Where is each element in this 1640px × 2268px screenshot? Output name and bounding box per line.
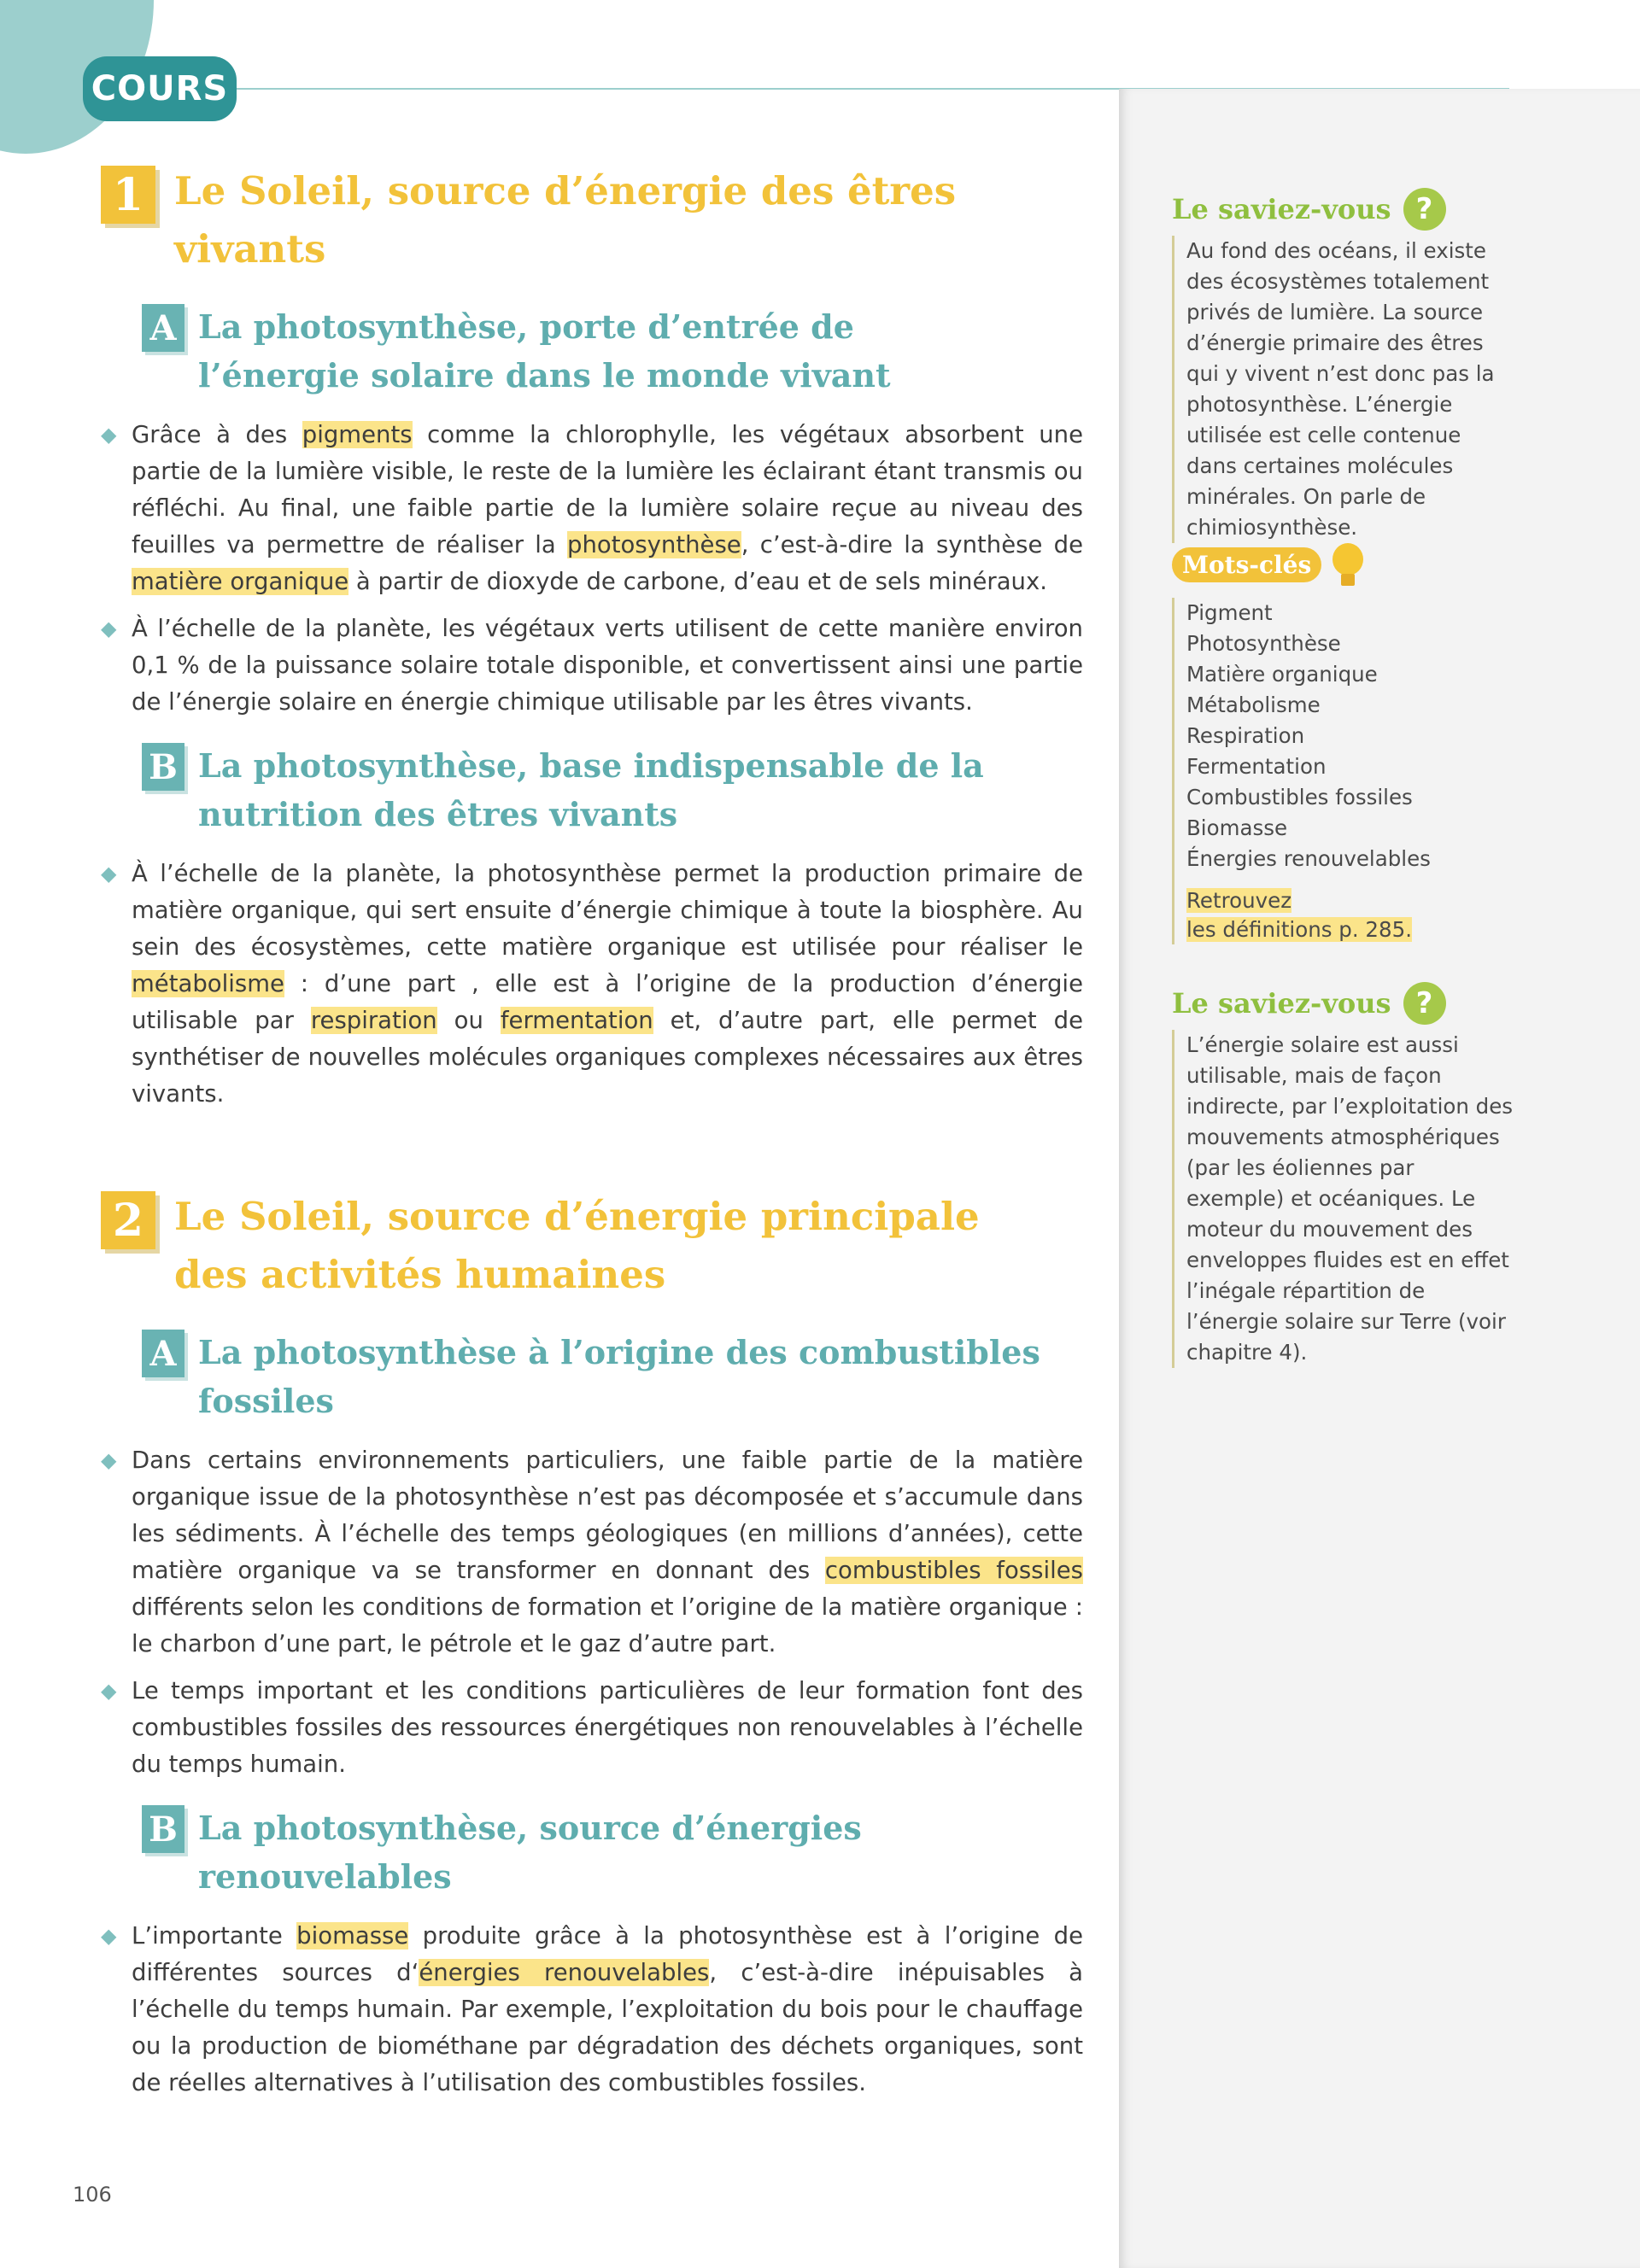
keyword-highlight: respiration [310,1007,437,1034]
paragraph [101,1442,1083,1663]
keyword-highlight: biomasse [296,1922,409,1949]
diamond-bullet-icon: ◆ [101,1679,117,1703]
keyword-item: Combustibles fossiles [1186,785,1413,810]
keyword-item: Métabolisme [1186,693,1321,717]
keyword-item: Photosynthèse [1186,631,1341,656]
subsection-title: La photosynthèse, porte d’entrée de l’énergie solaire dans le monde vivant [198,307,891,395]
saviez-vous-text: L’énergie solaire est aussi utilisable, mais de façon indirecte, par l’exploitation des mouvements atmosphériques (par les éoliennes par exemple) et océaniques. Le moteur du mouvement des enveloppes fluides est en effet l’inégale répartition de l’énergie solaire sur Terre (voir chapitre 4). [1172,1030,1514,1368]
saviez-vous-box-2 [1172,982,1514,1368]
section-title: Le Soleil, source d’énergie principale des activités humaines [174,1194,980,1297]
keyword-highlight: fermentation [500,1007,653,1034]
keyword-item: Biomasse [1186,815,1288,840]
mots-cles-title: Mots-clés [1172,547,1321,582]
keyword-highlight: métabolisme [132,970,284,997]
diamond-bullet-icon: ◆ [101,1924,117,1948]
paragraph [101,611,1083,721]
subsection-letter: B [142,1805,184,1853]
saviez-vous-box-1 [1172,188,1514,543]
paragraph [101,1918,1083,2101]
saviez-vous-title: Le saviez-vous [1172,987,1391,1020]
main-content [101,162,1083,2112]
paragraph [101,856,1083,1113]
subsection-title: La photosynthèse, base indispensable de la nutrition des êtres vivants [198,746,984,833]
keyword-item: Pigment [1186,600,1273,625]
diamond-bullet-icon: ◆ [101,862,117,886]
subsection-title: La photosynthèse à l’origine des combustibles fossiles [198,1333,1040,1420]
keyword-item: Matière organique [1186,662,1378,687]
paragraph-text: À l’échelle de la planète, les végétaux verts utilisent de cette manière environ 0,1 % de la puissance solaire totale disponible, et convertissent ainsi une partie de l’énergie solaire en énergie chimique utilisable par les êtres vivants. [132,615,1083,716]
section-title: Le Soleil, source d’énergie des êtres vivants [174,168,957,272]
keyword-list [1186,598,1514,874]
paragraph [101,417,1083,600]
section-number: 2 [101,1191,155,1249]
keyword-item: Fermentation [1186,754,1327,779]
paragraph-text: À l’échelle de la planète, la photosynthèse permet la production primaire de matière organique, qui sert ensuite d’énergie chimique à toute la biosphère. Au sein des écosystèmes, cette matière organique est utilisée pour réaliser le métabolisme : d’une part , elle est à l’origine de la production d’énergie utilisable par respiration ou fermentation et, d’autre part, elle permet de synthétiser de nouvelles molécules organiques complexes nécessaires aux êtres vivants. [132,860,1083,1108]
paragraph-text: Le temps important et les conditions particulières de leur formation font des combustibles fossiles des ressources énergétiques non renouvelables à l’échelle du temps humain. [132,1677,1083,1778]
question-mark-icon: ? [1403,982,1446,1025]
question-mark-icon: ? [1403,188,1446,231]
paragraph-text: L’importante biomasse produite grâce à la photosynthèse est à l’origine de différentes sources d‘énergies renouvelables, c’est-à-dire inépuisables à l’échelle du temps humain. Par exemple, l’exploitation du bois pour le chauffage ou la production de biométhane par dégradation des déchets organiques, sont de réelles alternatives à l’utilisation des combustibles fossiles. [132,1922,1083,2096]
cours-badge: COURS [83,56,237,121]
section-1-heading [101,162,1083,278]
keyword-highlight: photosynthèse [567,531,741,558]
keyword-list-box [1172,598,1514,944]
keyword-highlight: combustibles fossiles [824,1557,1083,1584]
diamond-bullet-icon: ◆ [101,617,117,640]
subsection-letter: B [142,743,184,791]
keyword-highlight: matière organique [132,568,349,595]
section-2-heading [101,1188,1083,1304]
section-number: 1 [101,166,155,224]
keyword-highlight: énergies renouvelables [419,1959,710,1986]
subsection-1b-heading [142,741,1083,839]
lightbulb-icon [1331,543,1365,594]
mots-cles-box [1172,543,1514,944]
saviez-vous-title: Le saviez-vous [1172,193,1391,225]
subsection-title: La photosynthèse, source d’énergies renouvelables [198,1809,862,1896]
page-number: 106 [73,2183,112,2207]
paragraph [101,1673,1083,1783]
subsection-2a-heading [142,1328,1083,1425]
subsection-letter: A [142,304,184,352]
diamond-bullet-icon: ◆ [101,423,117,447]
subsection-1a-heading [142,302,1083,400]
saviez-vous-text: Au fond des océans, il existe des écosystèmes totalement privés de lumière. La source d’énergie primaire des êtres qui y vivent n’est donc pas la photosynthèse. L’énergie utilisée est celle contenue dans certaines molécules minérales. On parle de chimiosynthèse. [1172,236,1514,543]
diamond-bullet-icon: ◆ [101,1448,117,1472]
definitions-reference: Retrouvez les définitions p. 285. [1186,888,1412,942]
paragraph-text: Dans certains environnements particuliers, une faible partie de la matière organique issue de la photosynthèse n’est pas décomposée et s’accumule dans les sédiments. À l’échelle des temps géologiques (en millions d’années), cette matière organique va se transformer en donnant des combustibles fossiles différents selon les conditions de formation et l’origine de la matière organique : le charbon d’une part, le pétrole et le gaz d’autre part. [132,1447,1083,1657]
paragraph-text: Grâce à des pigments comme la chlorophylle, les végétaux absorbent une partie de la lumière visible, le reste de la lumière les éclairant étant transmis ou réfléchi. Au final, une faible partie de la lumière solaire reçue au niveau des feuilles va permettre de réaliser la photosynthèse, c’est-à-dire la synthèse de matière organique à partir de dioxyde de carbone, d’eau et de sels minéraux. [132,421,1083,595]
keyword-item: Énergies renouvelables [1186,846,1431,871]
subsection-2b-heading [142,1803,1083,1901]
subsection-letter: A [142,1330,184,1377]
keyword-highlight: pigments [302,421,413,448]
keyword-item: Respiration [1186,723,1305,748]
